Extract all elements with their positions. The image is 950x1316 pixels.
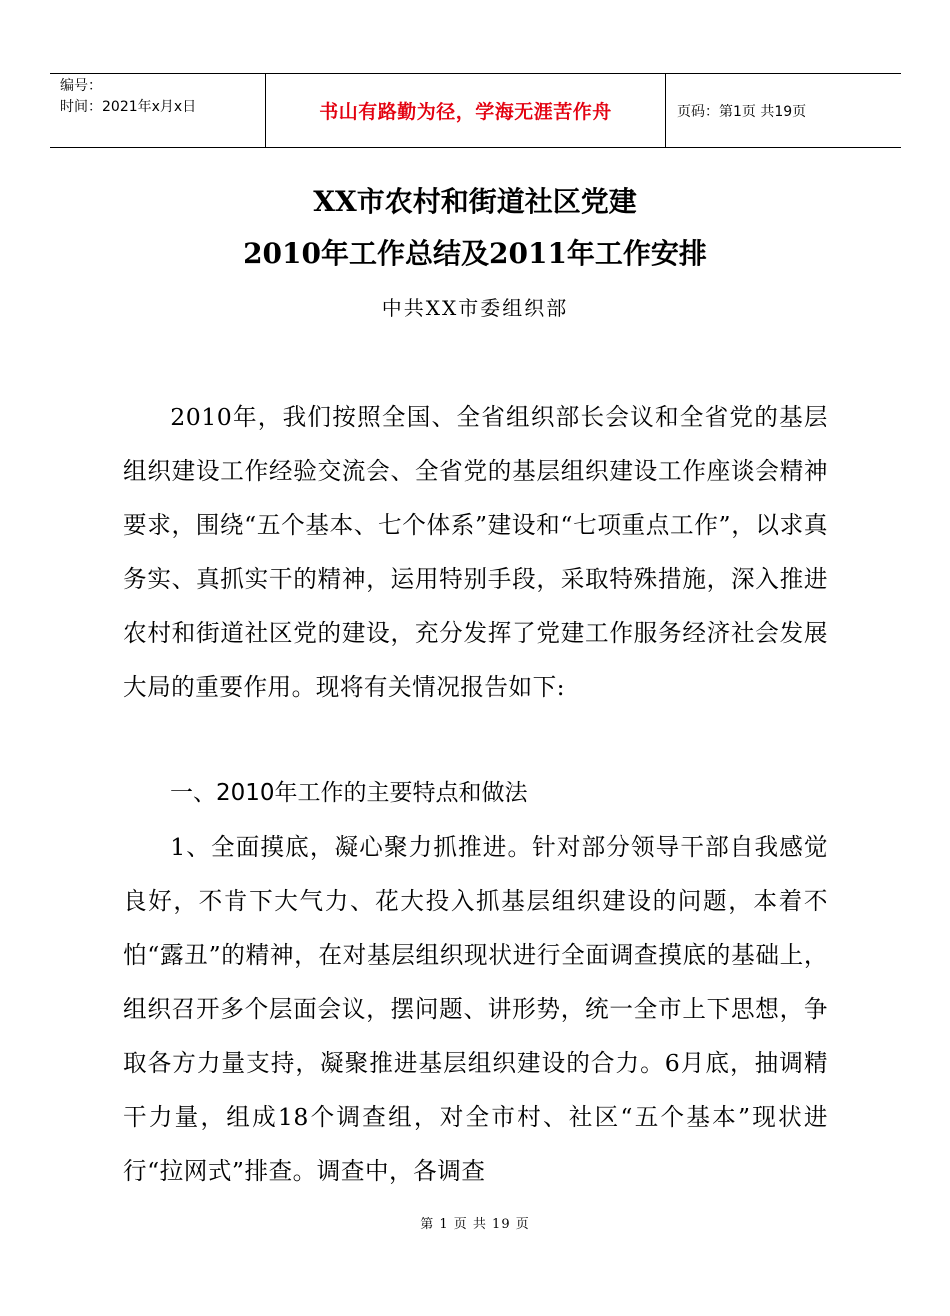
header-page-info: 页码：第1页 共19页 bbox=[677, 103, 807, 120]
header-meta bbox=[60, 76, 265, 118]
page-footer: 第 1 页 共 19 页 bbox=[420, 1217, 530, 1232]
section-heading: 一、2010年工作的主要特点和做法 bbox=[170, 780, 528, 806]
paragraph-intro: 2010年，我们按照全国、全省组织部长会议和全省党的基层组织建设工作经验交流会、全省党的基层组织建设工作座谈会精神要求，围绕“五个基本、七个体系”建设和“七项重点工作”，以求真务实、真抓实干的精神，运用特别手段，采取特殊措施，深入推进农村和街道社区党的建设，充分发挥了党建工作服务经济社会发展大局的重要作用。现将有关情况报告如下: bbox=[123, 403, 828, 701]
header-motto: 书山有路勤为径，学海无涯苦作舟 bbox=[319, 101, 612, 123]
document-header bbox=[50, 73, 901, 148]
time-label: 时间：2021年x月x日 bbox=[60, 99, 197, 115]
header-divider bbox=[665, 74, 666, 147]
number-label: 编号： bbox=[60, 78, 102, 94]
document-title-line2: 2010年工作总结及2011年工作安排 bbox=[243, 237, 707, 270]
document-author: 中共XX市委组织部 bbox=[381, 296, 569, 320]
paragraph-section1: 1、全面摸底，凝心聚力抓推进。针对部分领导干部自我感觉良好，不肯下大气力、花大投入抓基层组织建设的问题，本着不怕“露丑”的精神，在对基层组织现状进行全面调查摸底的基础上，组织召开多个层面会议，摆问题、讲形势，统一全市上下思想，争取各方力量支持，凝聚推进基层组织建设的合力。6月底，抽调精干力量，组成18个调查组，对全市村、社区“五个基本”现状进行“拉网式”排查。调查中，各调查 bbox=[123, 833, 828, 1185]
document-title-line1: XX市农村和街道社区党建 bbox=[313, 185, 637, 218]
